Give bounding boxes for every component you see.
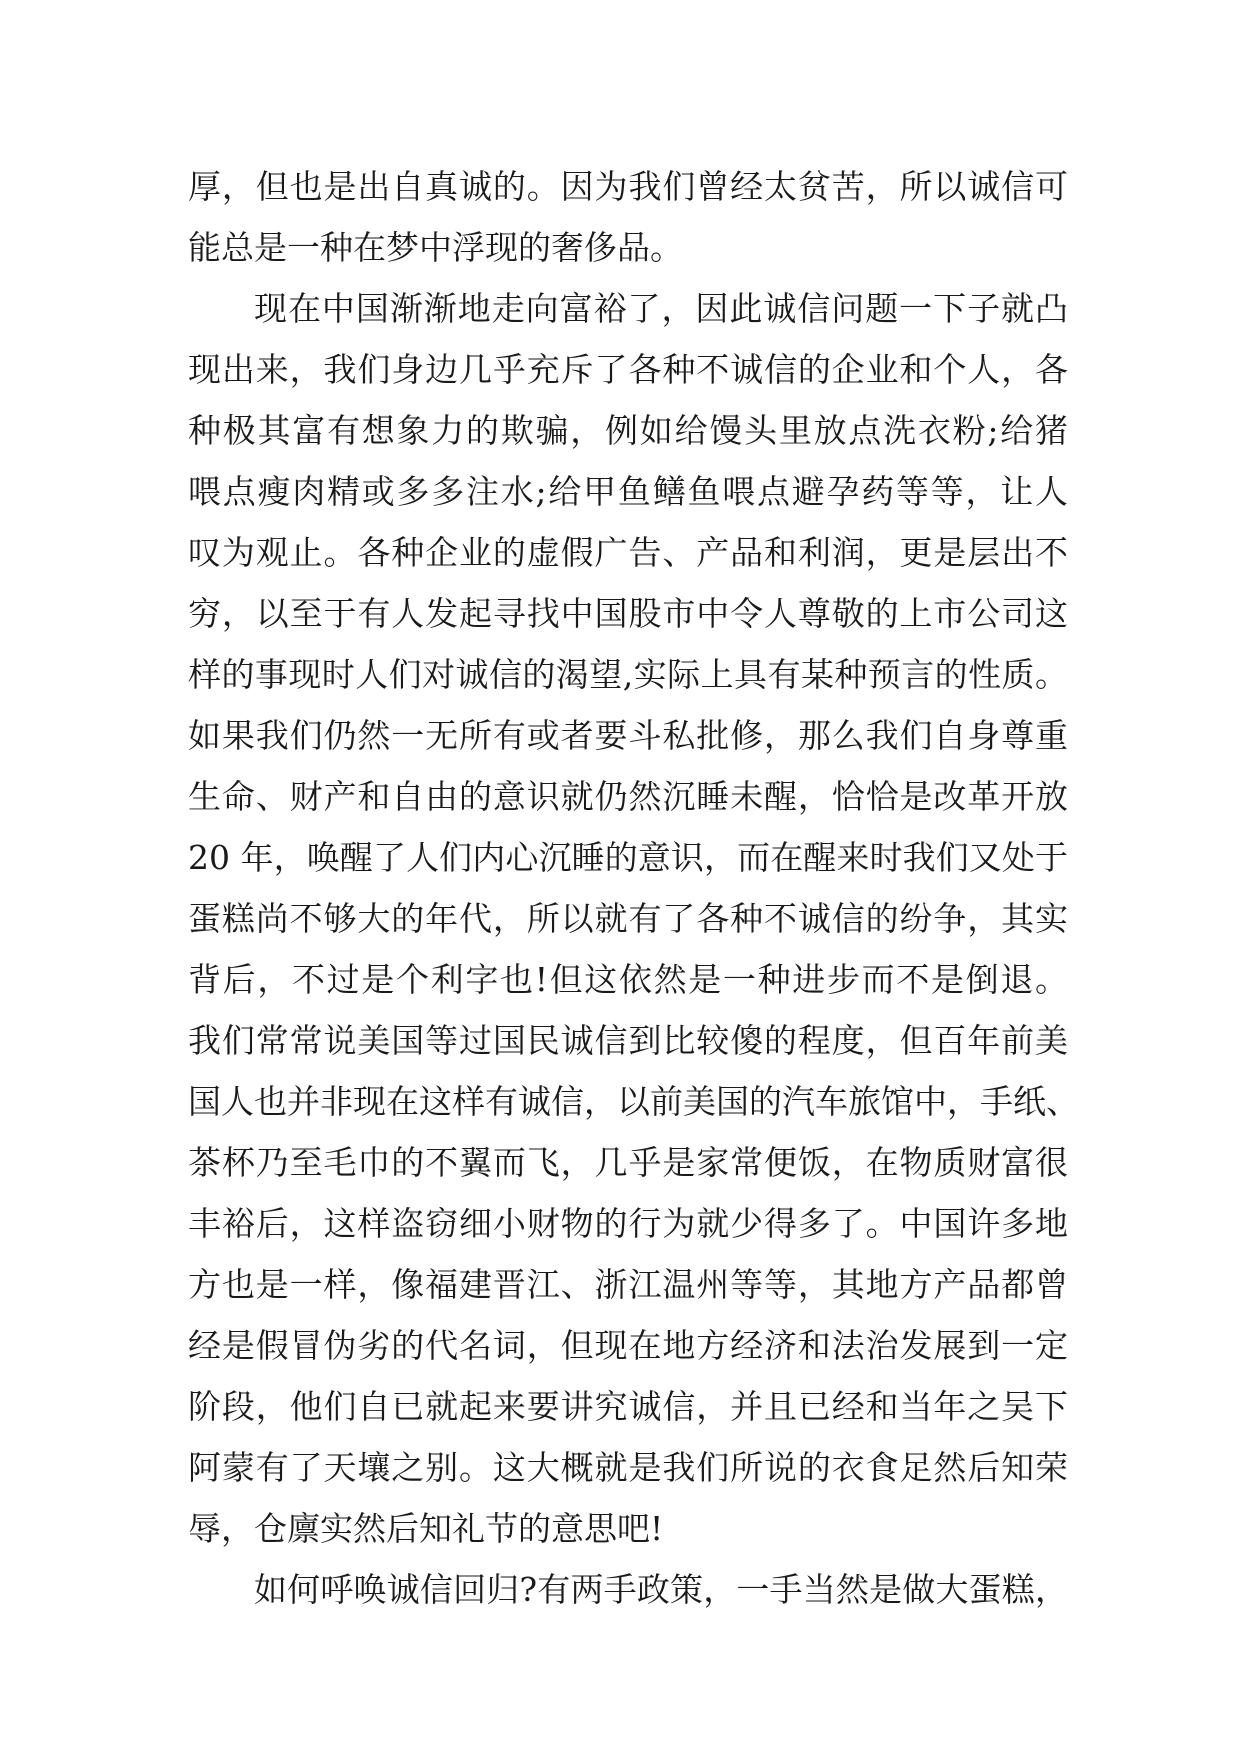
- text-line: 经是假冒伪劣的代名词，但现在地方经济和法治发展到一定: [188, 1326, 1068, 1365]
- paragraph-start-line: 如何呼唤诚信回归?有两手政策，一手当然是做大蛋糕，: [254, 1570, 1068, 1609]
- text-line: 蛋糕尚不够大的年代，所以就有了各种不诚信的纷争，其实: [188, 899, 1068, 938]
- text-line: 茶杯乃至毛巾的不翼而飞，几乎是家常便饭，在物质财富很: [188, 1143, 1068, 1182]
- text-line: 样的事现时人们对诚信的渴望,实际上具有某种预言的性质。: [188, 655, 1068, 694]
- text-line: 我们常常说美国等过国民诚信到比较傻的程度，但百年前美: [188, 1021, 1068, 1060]
- text-line: 现出来，我们身边几乎充斥了各种不诚信的企业和个人，各: [188, 350, 1068, 389]
- paragraph-end-line: 能总是一种在梦中浮现的奢侈品。: [188, 228, 683, 267]
- text-line: 生命、财产和自由的意识就仍然沉睡未醒，恰恰是改革开放: [188, 777, 1068, 816]
- text-line: 国人也并非现在这样有诚信，以前美国的汽车旅馆中，手纸、: [188, 1082, 1079, 1121]
- paragraph-start-line: 现在中国渐渐地走向富裕了，因此诚信问题一下子就凸: [254, 289, 1068, 328]
- text-line: 20 年，唤醒了人们内心沉睡的意识，而在醒来时我们又处于: [188, 838, 1068, 877]
- text-line: 叹为观止。各种企业的虚假广告、产品和利润，更是层出不: [188, 533, 1068, 572]
- text-line: 穷，以至于有人发起寻找中国股市中令人尊敬的上市公司这: [188, 594, 1068, 633]
- text-line: 如果我们仍然一无所有或者要斗私批修，那么我们自身尊重: [188, 716, 1068, 755]
- text-line: 喂点瘦肉精或多多注水;给甲鱼鳝鱼喂点避孕药等等，让人: [188, 472, 1068, 511]
- text-line: 背后，不过是个利字也!但这依然是一种进步而不是倒退。: [188, 960, 1068, 999]
- text-line: 阿蒙有了天壤之别。这大概就是我们所说的衣食足然后知荣: [188, 1448, 1068, 1487]
- text-line: 方也是一样，像福建晋江、浙江温州等等，其地方产品都曾: [188, 1265, 1068, 1304]
- paragraph-end-line: 辱，仓廪实然后知礼节的意思吧!: [188, 1509, 664, 1548]
- text-line: 丰裕后，这样盗窃细小财物的行为就少得多了。中国许多地: [188, 1204, 1068, 1243]
- text-line: 种极其富有想象力的欺骗，例如给馒头里放点洗衣粉;给猪: [188, 411, 1068, 450]
- body-text: [188, 156, 1079, 1620]
- text-line: 厚，但也是出自真诚的。因为我们曾经太贫苦，所以诚信可: [188, 167, 1068, 206]
- text-line: 阶段，他们自已就起来要讲究诚信，并且已经和当年之吴下: [188, 1387, 1068, 1426]
